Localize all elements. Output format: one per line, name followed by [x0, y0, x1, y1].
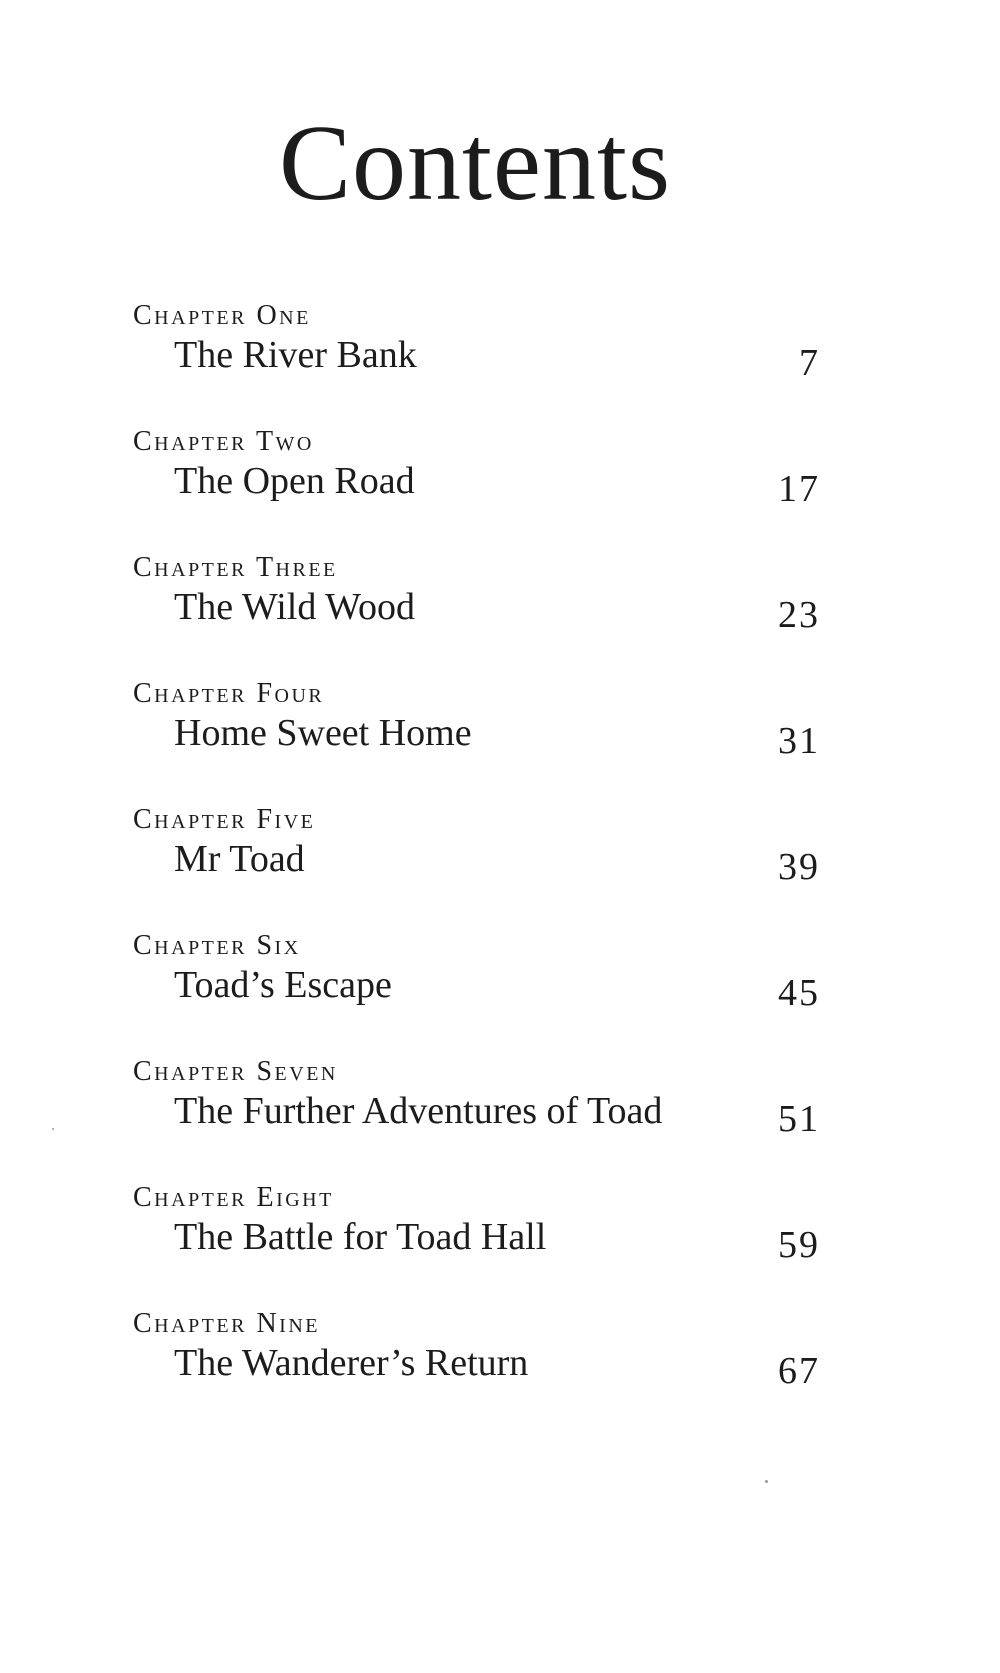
chapter-label: Chapter One: [133, 300, 311, 331]
chapter-title: Home Sweet Home: [174, 712, 472, 754]
toc-entry: [0, 554, 1000, 664]
toc-entry: [0, 1310, 1000, 1420]
toc-entry: [0, 1058, 1000, 1168]
toc-entry: [0, 1184, 1000, 1294]
page-title: Contents: [278, 104, 671, 223]
toc-entry: [0, 680, 1000, 790]
toc-entry: [0, 806, 1000, 916]
chapter-title: The Further Adventures of Toad: [174, 1090, 663, 1132]
chapter-label: Chapter Four: [133, 678, 325, 709]
chapter-label: Chapter Nine: [133, 1308, 320, 1339]
chapter-title: The Wanderer’s Return: [174, 1342, 529, 1384]
page-number: 39: [778, 846, 820, 888]
chapter-title: The Wild Wood: [174, 586, 415, 628]
paper-speck: [52, 1128, 54, 1130]
chapter-title: The Open Road: [174, 460, 415, 502]
page-number: 67: [778, 1350, 820, 1392]
page-number: 31: [778, 720, 820, 762]
page-number: 51: [778, 1098, 820, 1140]
page-number: 17: [778, 468, 820, 510]
chapter-title: The Battle for Toad Hall: [174, 1216, 547, 1258]
toc-entry: [0, 932, 1000, 1042]
page-number: 59: [778, 1224, 820, 1266]
page-number: 7: [799, 342, 820, 384]
paper-speck: [765, 1480, 768, 1483]
page-number: 45: [778, 972, 820, 1014]
chapter-title: Toad’s Escape: [174, 964, 392, 1006]
chapter-label: Chapter Six: [133, 930, 301, 961]
chapter-title: Mr Toad: [174, 838, 305, 880]
page-number: 23: [778, 594, 820, 636]
chapter-title: The River Bank: [174, 334, 417, 376]
chapter-label: Chapter Three: [133, 552, 338, 583]
chapter-label: Chapter Two: [133, 426, 314, 457]
toc-entry: [0, 428, 1000, 538]
chapter-label: Chapter Eight: [133, 1182, 334, 1213]
chapter-label: Chapter Seven: [133, 1056, 338, 1087]
chapter-label: Chapter Five: [133, 804, 316, 835]
toc-entry: [0, 302, 1000, 412]
